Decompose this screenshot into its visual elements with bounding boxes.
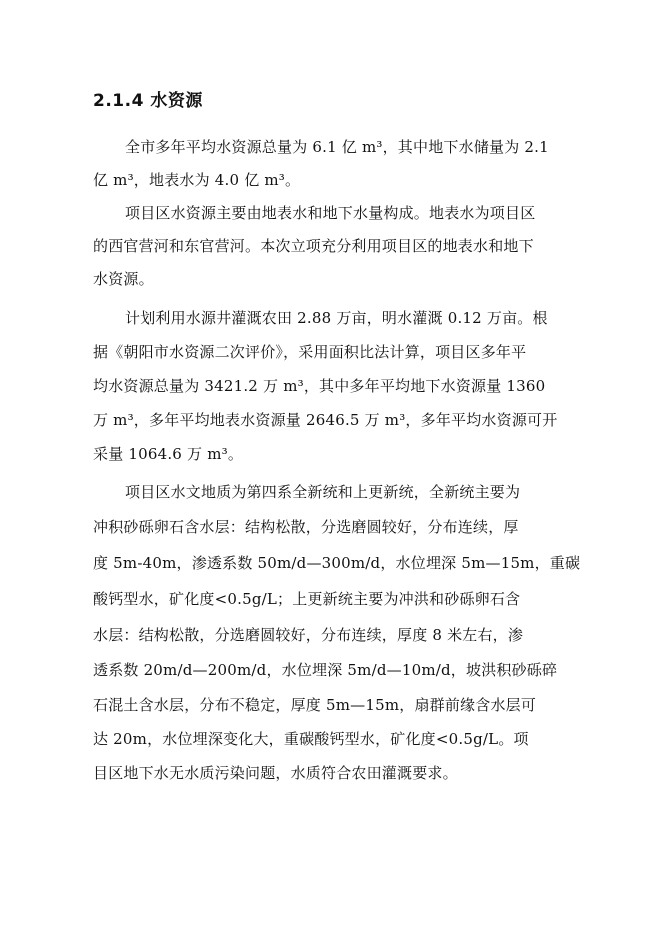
paragraph-4-line-5: 水层：结构松散，分选磨圆较好，分布连续，厚度 8 米左右，渗 xyxy=(93,626,524,644)
section-heading: 2.1.4 水资源 xyxy=(93,91,203,111)
paragraph-2-line-3: 水资源。 xyxy=(93,270,154,288)
paragraph-3-line-5: 采量 1064.6 万 m³。 xyxy=(93,445,244,463)
paragraph-4-line-6: 透系数 20m/d—200m/d，水位埋深 5m/d—10m/d，坡洪积砂砾碎 xyxy=(93,661,558,679)
paragraph-4-line-7: 石混土含水层，分布不稳定，厚度 5m—15m，扇群前缘含水层可 xyxy=(93,696,537,714)
paragraph-3-line-2: 据《朝阳市水资源二次评价》，采用面积比法计算，项目区多年平 xyxy=(93,343,527,361)
paragraph-4-line-4: 酸钙型水，矿化度<0.5g/L；上更新统主要为冲洪和砂砾卵石含 xyxy=(93,590,521,608)
paragraph-4-line-8: 达 20m，水位埋深变化大，重碳酸钙型水，矿化度<0.5g/L。项 xyxy=(93,730,529,748)
paragraph-1-line-1: 全市多年平均水资源总量为 6.1 亿 m³，其中地下水储量为 2.1 xyxy=(125,138,549,156)
paragraph-3-line-1: 计划利用水源井灌溉农田 2.88 万亩，明水灌溉 0.12 万亩。根 xyxy=(125,309,548,327)
paragraph-3-line-4: 万 m³，多年平均地表水资源量 2646.5 万 m³，多年平均水资源可开 xyxy=(93,411,558,429)
paragraph-4-line-1: 项目区水文地质为第四系全新统和上更新统，全新统主要为 xyxy=(125,483,521,501)
paragraph-2-line-1: 项目区水资源主要由地表水和地下水量构成。地表水为项目区 xyxy=(125,204,536,222)
paragraph-3-line-3: 均水资源总量为 3421.2 万 m³，其中多年平均地下水资源量 1360 xyxy=(93,377,546,395)
paragraph-4-line-3: 度 5m-40m，渗透系数 50m/d—300m/d，水位埋深 5m—15m，重碳 xyxy=(93,554,581,572)
paragraph-2-line-2: 的西官营河和东官营河。本次立项充分利用项目区的地表水和地下 xyxy=(93,237,534,255)
paragraph-4-line-9: 目区地下水无水质污染问题，水质符合农田灌溉要求。 xyxy=(93,764,458,782)
paragraph-1-line-2: 亿 m³，地表水为 4.0 亿 m³。 xyxy=(93,171,301,189)
paragraph-4-line-2: 冲积砂砾卵石含水层：结构松散，分选磨圆较好，分布连续，厚 xyxy=(93,518,519,536)
